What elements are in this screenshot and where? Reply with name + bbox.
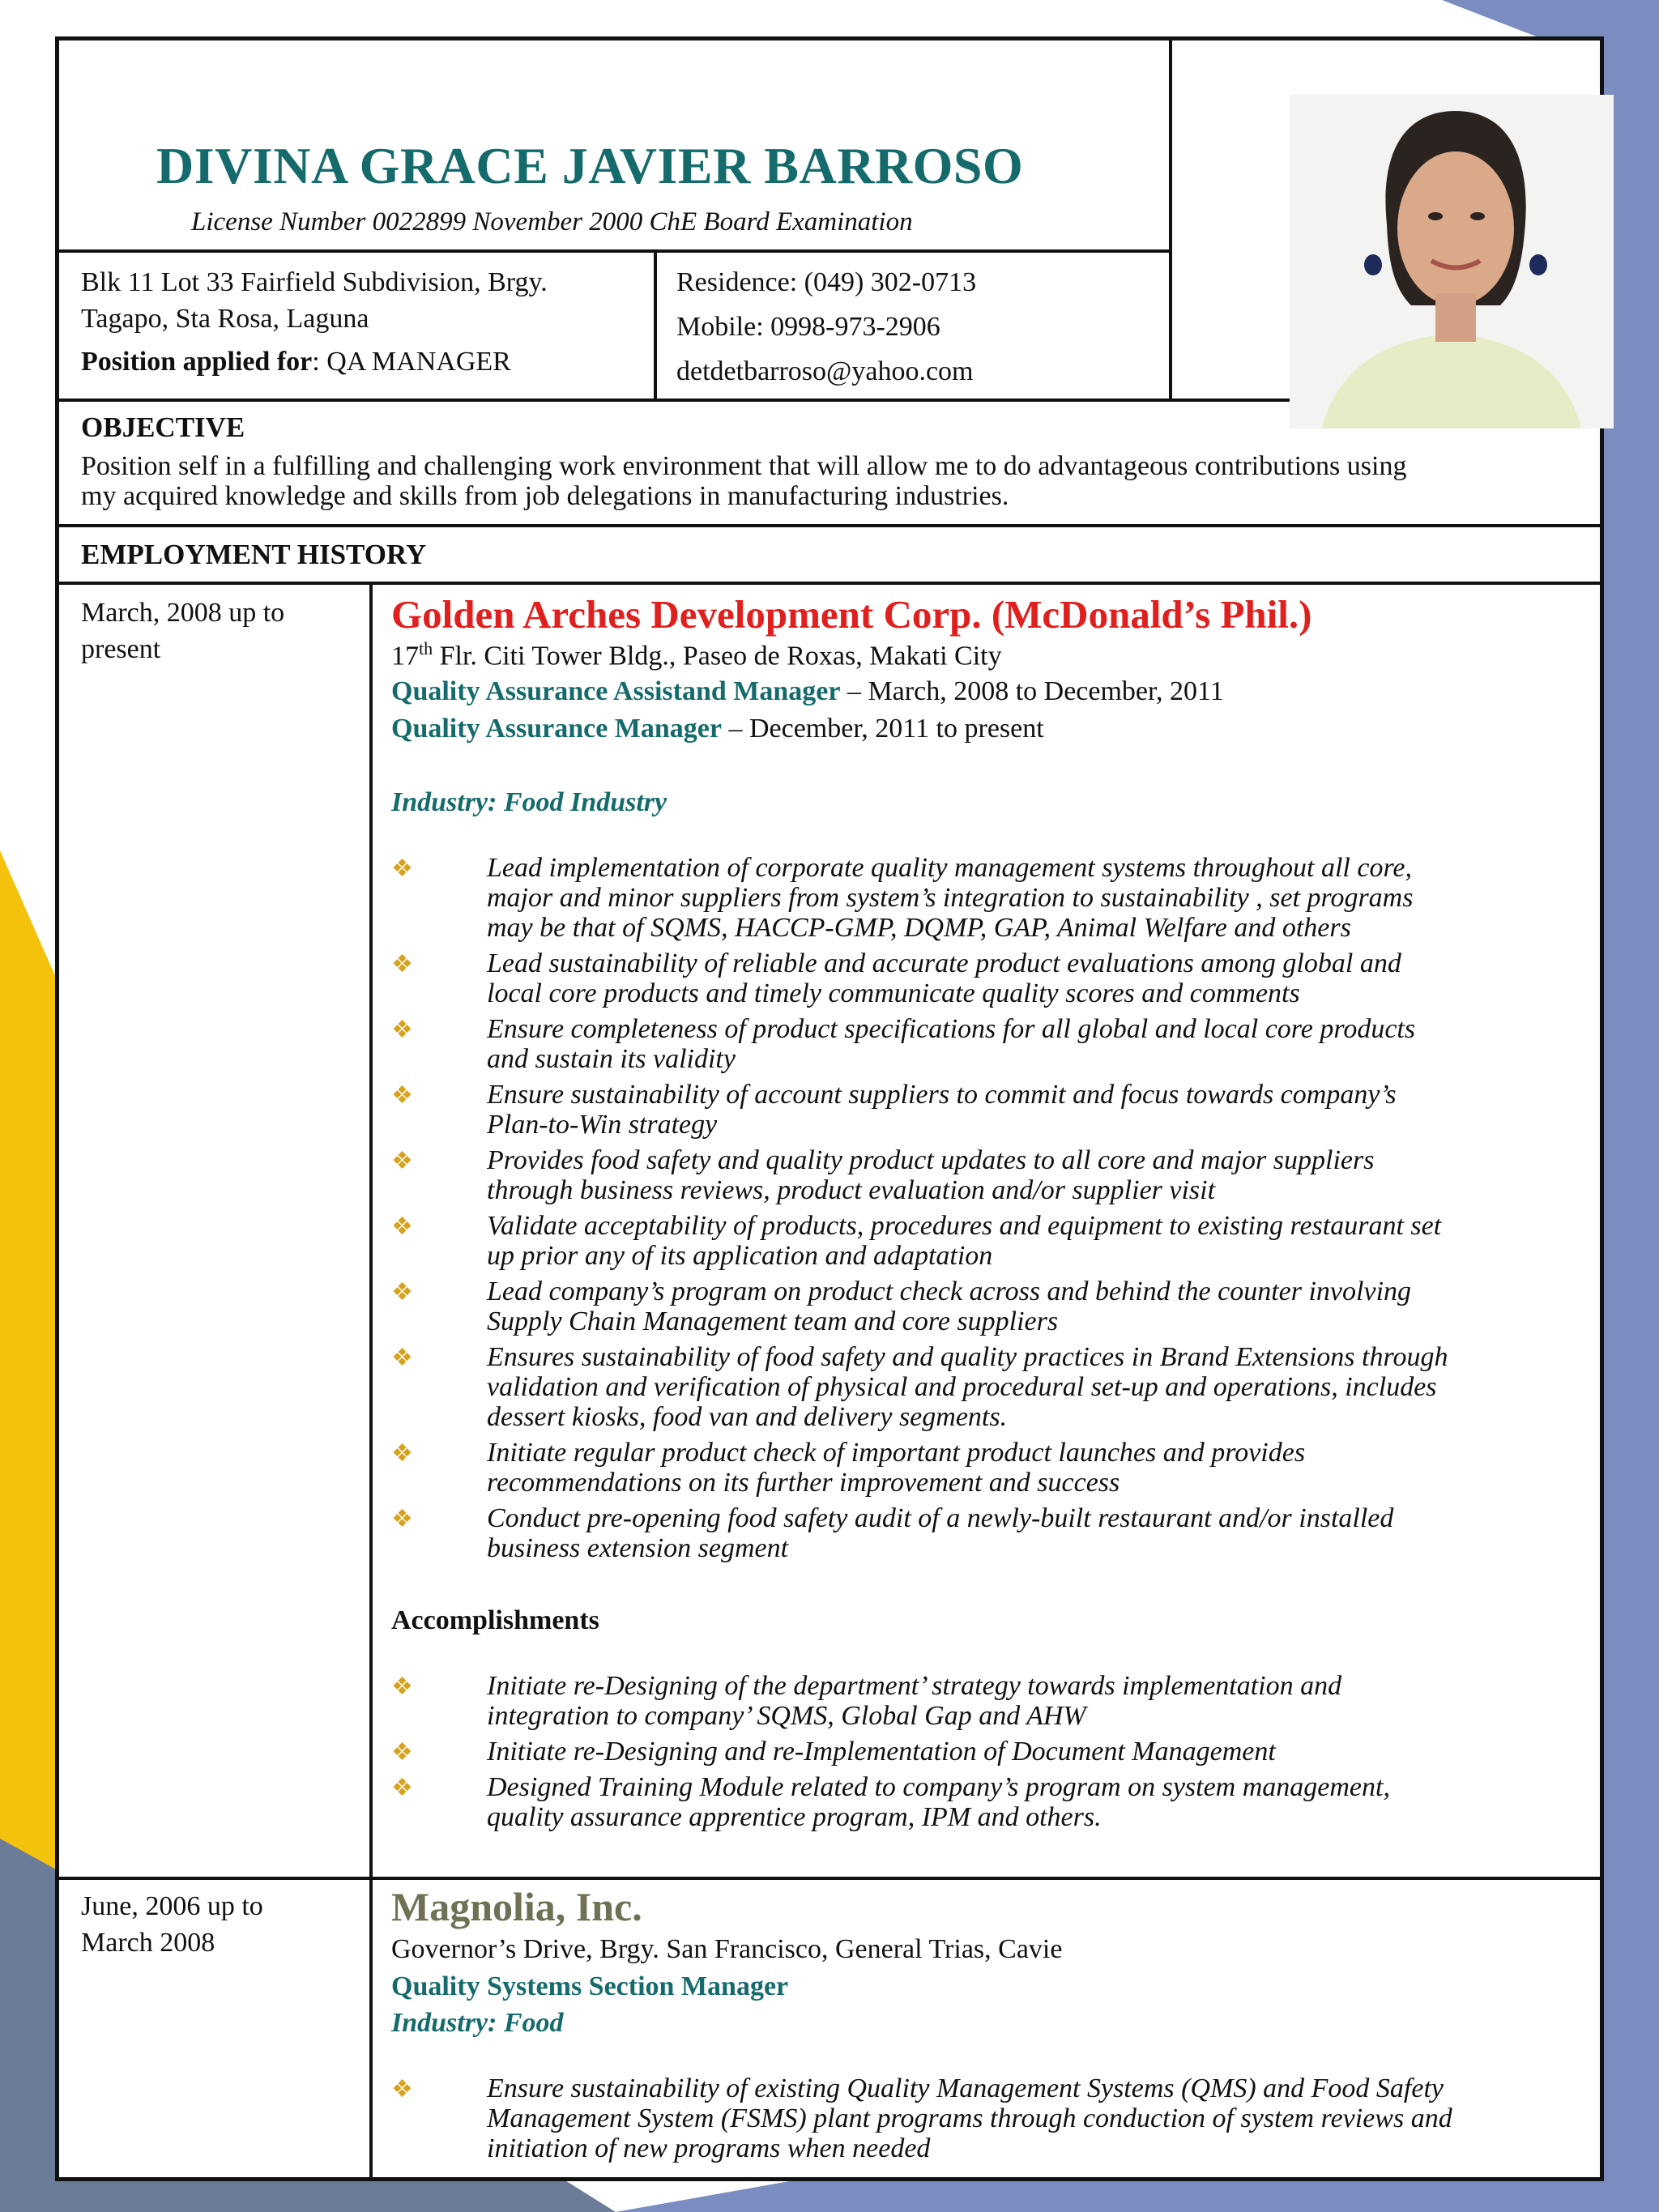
bullet-text: Validate acceptability of products, procedures and equipment to existing restaurant set bbox=[487, 1211, 1442, 1241]
bullet-text: Lead company’s program on product check across and behind the counter involving bbox=[487, 1276, 1412, 1306]
position-label: Position applied for bbox=[81, 347, 313, 377]
bullet-text: local core products and timely communicate quality scores and comments bbox=[487, 978, 1300, 1008]
floor-number: 17 bbox=[391, 641, 419, 671]
bullet-icon: ❖ bbox=[391, 1345, 413, 1371]
job-role bbox=[391, 714, 1044, 744]
bullet-text: business extension segment bbox=[487, 1533, 789, 1563]
license-info: License Number 0022899 November 2000 ChE Board Examination bbox=[191, 207, 913, 237]
divider bbox=[59, 524, 1600, 527]
residence-phone: Residence: (049) 302-0713 bbox=[676, 267, 977, 297]
bullet-text: Ensure sustainability of account suppliers to commit and focus towards company’s bbox=[487, 1080, 1397, 1110]
candidate-name: DIVINA GRACE JAVIER BARROSO bbox=[156, 137, 1024, 194]
bullet-icon: ❖ bbox=[391, 1440, 413, 1467]
industry-label: Industry: Food Industry bbox=[391, 787, 667, 817]
address-rest: Flr. Citi Tower Bldg., Paseo de Roxas, Makati City bbox=[433, 641, 1002, 671]
bullet-text: Conduct pre-opening food safety audit of a newly-built restaurant and/or installed bbox=[487, 1503, 1394, 1533]
floor-suffix: th bbox=[419, 638, 433, 658]
bullet-text: Ensures sustainability of food safety and quality practices in Brand Extensions through bbox=[487, 1342, 1448, 1372]
bullet-icon: ❖ bbox=[391, 1148, 413, 1174]
role-dates: – December, 2011 to present bbox=[721, 714, 1044, 744]
bullet-text: Initiate re-Designing and re-Implementation of Document Management bbox=[487, 1737, 1276, 1767]
address-line: Blk 11 Lot 33 Fairfield Subdivision, Brgy. bbox=[81, 267, 548, 297]
bullet-text: quality assurance apprentice program, IPM and others. bbox=[487, 1802, 1102, 1832]
role-title: Quality Assurance Assistand Manager bbox=[391, 676, 841, 706]
role-dates: – March, 2008 to December, 2011 bbox=[840, 676, 1224, 706]
candidate-photo bbox=[1290, 95, 1614, 428]
bullet-text: Plan-to-Win strategy bbox=[487, 1110, 718, 1140]
job-period: March 2008 bbox=[81, 1928, 215, 1958]
divider bbox=[59, 582, 1600, 585]
company-name: Magnolia, Inc. bbox=[391, 1884, 642, 1929]
bullet-text: Management System (FSMS) plant programs through conduction of system reviews and bbox=[487, 2103, 1452, 2133]
objective-text: Position self in a fulfilling and challenging work environment that will allow me to do advantageous contributions using bbox=[81, 451, 1407, 481]
bullet-icon: ❖ bbox=[391, 1673, 413, 1700]
role-title: Quality Systems Section Manager bbox=[391, 1971, 789, 2001]
bullet-text: Ensure completeness of product specifications for all global and local core products bbox=[487, 1014, 1416, 1044]
bullet-icon: ❖ bbox=[391, 1775, 413, 1801]
bullet-text: may be that of SQMS, HACCP-GMP, DQMP, GAP, Animal Welfare and others bbox=[487, 913, 1351, 943]
bullet-icon: ❖ bbox=[391, 1213, 413, 1240]
company-name: Golden Arches Development Corp. (McDonald’s Phil.) bbox=[391, 592, 1312, 637]
bullet-text: Lead sustainability of reliable and accurate product evaluations among global and bbox=[487, 948, 1401, 978]
bullet-text: and sustain its validity bbox=[487, 1044, 736, 1074]
company-address bbox=[391, 638, 1002, 671]
role-title: Quality Assurance Manager bbox=[391, 714, 722, 744]
bullet-text: Lead implementation of corporate quality management systems throughout all core, bbox=[487, 853, 1413, 883]
divider bbox=[59, 1877, 1600, 1880]
mobile-phone: Mobile: 0998-973-2906 bbox=[676, 312, 940, 342]
employment-heading: EMPLOYMENT HISTORY bbox=[81, 539, 427, 570]
email-address: detdetbarroso@yahoo.com bbox=[676, 356, 974, 386]
resume-page bbox=[55, 36, 1604, 2181]
industry-label: Industry: Food bbox=[391, 2008, 564, 2038]
bullet-icon: ❖ bbox=[391, 2076, 413, 2103]
bullet-text: major and minor suppliers from system’s integration to sustainability , set programs bbox=[487, 883, 1414, 913]
bullet-icon: ❖ bbox=[391, 1739, 413, 1766]
bullet-icon: ❖ bbox=[391, 1279, 413, 1306]
bullet-icon: ❖ bbox=[391, 951, 413, 978]
bullet-text: Ensure sustainability of existing Quality Management Systems (QMS) and Food Safety bbox=[487, 2073, 1444, 2103]
bullet-text: validation and verification of physical and procedural set-up and operations, includes bbox=[487, 1372, 1437, 1402]
bullet-text: initiation of new programs when needed bbox=[487, 2133, 931, 2163]
portrait-image bbox=[1290, 95, 1614, 428]
address-line: Tagapo, Sta Rosa, Laguna bbox=[81, 304, 369, 334]
bullet-text: Initiate re-Designing of the department’ strategy towards implementation and bbox=[487, 1671, 1342, 1701]
bullet-text: recommendations on its further improvement and success bbox=[487, 1468, 1120, 1498]
job-role bbox=[391, 676, 1224, 707]
divider bbox=[654, 249, 657, 402]
bullet-text: integration to company’ SQMS, Global Gap and AHW bbox=[487, 1701, 1086, 1731]
bullet-text: Supply Chain Management team and core suppliers bbox=[487, 1306, 1059, 1336]
job-period: present bbox=[81, 634, 161, 664]
bullet-text: Designed Training Module related to company’s program on system management, bbox=[487, 1772, 1390, 1802]
bullet-icon: ❖ bbox=[391, 1016, 413, 1043]
bullet-icon: ❖ bbox=[391, 1506, 413, 1532]
bullet-text: Provides food safety and quality product updates to all core and major suppliers bbox=[487, 1145, 1375, 1175]
objective-heading: OBJECTIVE bbox=[81, 411, 245, 443]
position-value: : QA MANAGER bbox=[312, 347, 511, 377]
bullet-text: dessert kiosks, food van and delivery segments. bbox=[487, 1402, 1008, 1432]
bullet-icon: ❖ bbox=[391, 1082, 413, 1109]
job-period: June, 2006 up to bbox=[81, 1891, 263, 1921]
bullet-text: up prior any of its application and adaptation bbox=[487, 1241, 993, 1271]
company-address: Governor’s Drive, Brgy. San Francisco, General Trias, Cavie bbox=[391, 1934, 1063, 1964]
divider bbox=[59, 249, 1172, 253]
bullet-text: through business reviews, product evaluation and/or supplier visit bbox=[487, 1175, 1216, 1205]
objective-text: my acquired knowledge and skills from job delegations in manufacturing industries. bbox=[81, 481, 1009, 511]
divider bbox=[369, 582, 373, 2177]
accomplishments-heading: Accomplishments bbox=[391, 1605, 599, 1635]
divider bbox=[1169, 40, 1172, 402]
bullet-icon: ❖ bbox=[391, 855, 413, 882]
bullet-text: Initiate regular product check of important product launches and provides bbox=[487, 1438, 1306, 1468]
position-applied bbox=[81, 347, 511, 377]
job-period: March, 2008 up to bbox=[81, 598, 285, 628]
